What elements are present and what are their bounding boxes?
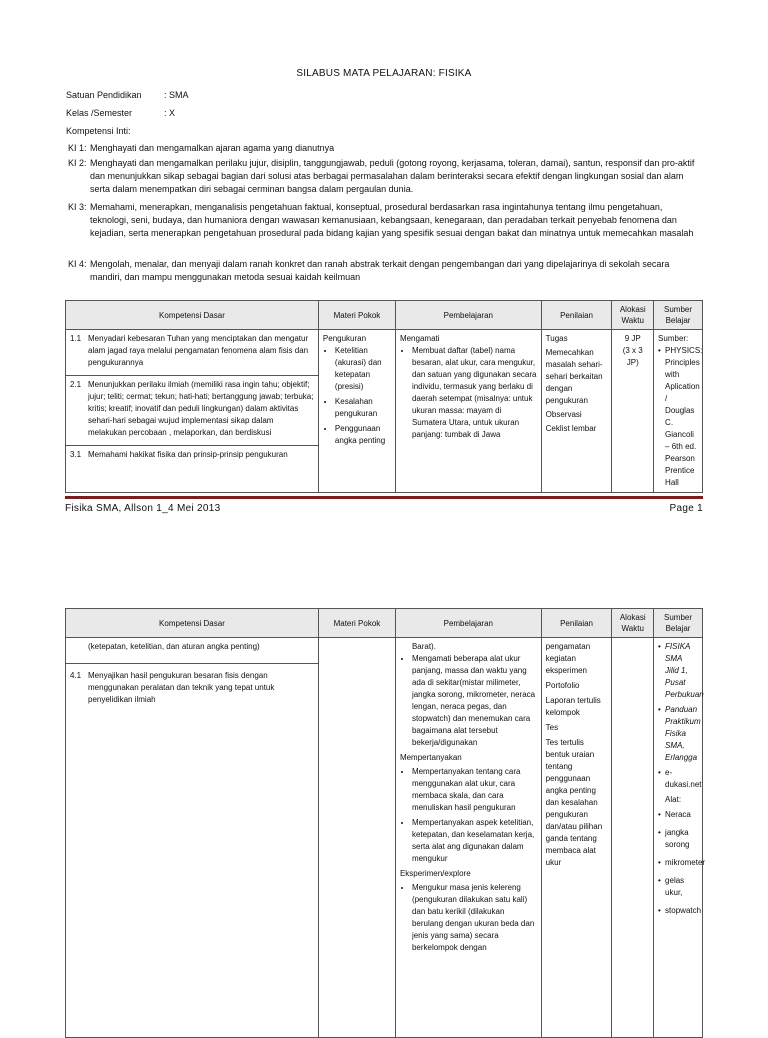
divider	[66, 663, 318, 664]
alat-item	[658, 827, 698, 851]
kd-number: 4.1	[70, 671, 82, 680]
kd-item	[70, 379, 314, 442]
alat-item	[658, 809, 698, 821]
satuan-label: Satuan Pendidikan	[66, 90, 142, 100]
kd-text: Menyajikan hasil pengukuran besaran fisis dengan menggunakan peralatan dan teknik yang tepat untuk penyelidikan ilmiah	[88, 671, 275, 704]
pembelajaran-list-mengamati	[400, 653, 537, 749]
kd-cell	[66, 330, 319, 493]
header-kompetensi-dasar: Kompetensi Dasar	[66, 301, 319, 330]
syllabus-table-page-1	[65, 300, 703, 493]
divider	[66, 375, 318, 376]
sumber-label: Sumber:	[658, 334, 689, 343]
bullet-icon: •	[658, 705, 661, 714]
penilaian-item: Laporan tertulis kelompok	[545, 696, 601, 717]
header-sumber-belajar: Sumber Belajar	[654, 609, 703, 638]
bullet-icon: •	[658, 768, 661, 777]
kd-text: Menunjukkan perilaku ilmiah (memiliki rasa ingin tahu; objektif; jujur; teliti; cermat; tekun; hati-hati; bertanggung jawab; terbuka; kritis; kreatif; inovatif dan peduli lingkungan) dalam aktivitas sehari-hari sebagai wujud implementasi sikap dalam melakukan percobaan , melaporkan, dan berdiskusi	[88, 380, 314, 437]
ki-1	[68, 142, 698, 155]
divider	[66, 445, 318, 446]
ki-code: KI 1:	[68, 143, 87, 153]
penilaian-item: pengamatan kegiatan eksperimen	[545, 642, 591, 675]
footer-page-number: Page 1	[669, 503, 703, 514]
header-pembelajaran: Pembelajaran	[395, 609, 541, 638]
footer-left: Fisika SMA, Allson 1_4 Mei 2013	[65, 503, 221, 514]
kd-text: Menyadari kebesaran Tuhan yang menciptakan dan mengatur alam jagad raya melalui pengamatan fenomena alam fisis dan pengukurannya	[88, 334, 309, 367]
bullet-icon: •	[658, 642, 661, 651]
list-item: • Membuat daftar (tabel) nama besaran, alat ukur, cara mengukur, dan satuan yang digunakan secara individu, termasuk yang berlaku di daerah setempat (misalnya: untuk ukuran massa: mayam di Sumatera Utara, untuk ukuran panjang: tumbak di Jawa	[412, 345, 537, 441]
alokasi-jp: 9 JP	[624, 334, 641, 343]
section-eksperimen: Eksperimen/explore	[399, 869, 471, 878]
pembelajaran-continuation: Barat).	[411, 642, 436, 651]
pembelajaran-list-mempertanyakan	[400, 766, 537, 865]
ki-2	[68, 157, 698, 196]
header-sumber-belajar: Sumber Belajar	[654, 301, 703, 330]
ki-code: KI 2:	[68, 158, 87, 168]
satuan-value: : SMA	[164, 90, 189, 100]
page-2	[0, 595, 768, 1024]
list-item: • Penggunaan angka penting	[335, 423, 391, 447]
alat-text: Neraca	[665, 810, 691, 819]
penilaian-item: Tes tertulis bentuk uraian tentang penggunaan angka penting dan kesalahan pengukuran dan/atau pilihan ganda tentang membaca alat ukur	[545, 738, 603, 867]
penilaian-item: Tes	[545, 723, 559, 732]
alat-item	[658, 875, 698, 899]
penilaian-item: Observasi	[545, 410, 582, 419]
list-item: • Mengamati beberapa alat ukur panjang, massa dan waktu yang ada di sekitar(mistar milimeter, jangka sorong, mikrometer, neraca lengan, neraca pegas, dan stopwatch) dan menemukan cara bagaimana alat tersebut bekerja/digunakan	[412, 653, 537, 749]
ki-text: Menghayati dan mengamalkan perilaku jujur, disiplin, tanggungjawab, peduli (gotong royong, kerjasama, toleran, damai), santun, responsif dan pro-aktif dan menunjukkan sikap sebagai bagian dari solusi atas berbagai permasalahan dalam berinteraksi secara efektif dengan lingkungan sosial dan alam serta dalam menempatkan diri sebagai cerminan bangsa dalam pergaulan dunia.	[90, 158, 695, 194]
alat-text: mikrometer	[665, 858, 706, 867]
materi-cell	[318, 330, 395, 493]
satuan-pendidikan-row	[66, 90, 189, 100]
kd-cell	[66, 638, 319, 1038]
kd-number: 3.1	[70, 450, 82, 459]
page-gap	[0, 530, 768, 595]
sumber-cell	[654, 330, 703, 493]
kompetensi-inti-label: Kompetensi Inti:	[66, 126, 131, 136]
alat-item	[658, 857, 706, 869]
bullet-icon: •	[658, 858, 661, 867]
list-item: • Ketelitian (akurasi) dan ketepatan (presisi)	[335, 345, 391, 393]
ki-text: Menghayati dan mengamalkan ajaran agama yang dianutnya	[90, 143, 335, 153]
table-header-row	[66, 301, 703, 330]
alokasi-breakdown: (3 x 3 JP)	[622, 346, 643, 367]
alat-text: gelas ukur,	[665, 876, 685, 897]
pembelajaran-cell	[395, 638, 541, 1038]
header-alokasi-waktu: Alokasi Waktu	[612, 301, 654, 330]
page-footer	[65, 496, 703, 514]
syllabus-table-page-2	[65, 608, 706, 1038]
kd-text: Memahami hakikat fisika dan prinsip-prinsip pengukuran	[88, 450, 288, 459]
header-penilaian: Penilaian	[541, 609, 612, 638]
kd-item	[70, 670, 314, 709]
alat-item	[658, 905, 702, 917]
sumber-cell	[654, 638, 706, 1038]
bullet-icon: •	[658, 810, 661, 819]
sumber-text: PHYSICS: Principles with Aplication / Douglas C. Giancoli – 6th ed. Pearson Prentice Hall	[665, 346, 703, 487]
bullet-icon: •	[658, 876, 661, 885]
header-pembelajaran: Pembelajaran	[395, 301, 541, 330]
kd-number: 1.1	[70, 334, 82, 343]
penilaian-cell	[541, 638, 612, 1038]
sumber-item	[658, 641, 704, 701]
kd-item	[70, 449, 314, 464]
ki-code: KI 3:	[68, 202, 87, 212]
list-item: • Mengukur masa jenis kelereng (pengukuran dilakukan satu kali) dan batu kerikil (dilakukan berulang dengan ukuran beda dan jenis yang sama) secara berkelompok dengan	[412, 882, 537, 954]
bullet-icon: •	[658, 346, 661, 355]
materi-title: Pengukuran	[322, 334, 367, 343]
alokasi-cell	[612, 330, 654, 493]
header-materi-pokok: Materi Pokok	[318, 609, 395, 638]
kelas-value: : X	[164, 108, 176, 118]
ki-text: Mengolah, menalar, dan menyaji dalam ranah konkret dan ranah abstrak terkait dengan pengembangan dari yang dipelajarinya di sekolah secara mandiri, dan mampu menggunakan metoda sesuai kaidah keilmuan	[90, 259, 670, 282]
ki-3	[68, 201, 698, 240]
penilaian-item: Memecahkan masalah sehari-sehari berkaitan dengan pengukuran	[545, 348, 603, 405]
header-alokasi-waktu: Alokasi Waktu	[612, 609, 654, 638]
table-header-row	[66, 609, 703, 638]
pembelajaran-cell	[395, 330, 541, 493]
bullet-icon: •	[658, 828, 661, 837]
sumber-text: Panduan Praktikum Fisika SMA, Erlangga	[665, 705, 701, 762]
penilaian-cell	[541, 330, 612, 493]
sumber-item	[658, 345, 703, 489]
ki-text: Memahami, menerapkan, menganalisis pengetahuan faktual, konseptual, prosedural berdasarkan rasa ingintahunya tentang ilmu pengetahuan, teknologi, seni, budaya, dan humaniora dengan wawasan kemanusiaan, kebangsaan, kenegaraan, dan peradaban terkait penyebab fenomena dan kejadian, serta menerapkan pengetahuan prosedural pada bidang kajian yang spesifik sesuai dengan bakat dan minatnya untuk memecahkan masalah	[90, 202, 694, 238]
list-item: • Mempertanyakan tentang cara menggunakan alat ukur, cara membaca skala, dan cara menuliskan hasil pengukuran	[412, 766, 537, 814]
kd-number: 2.1	[70, 380, 82, 389]
kd-continuation: (ketepatan, ketelitian, dan aturan angka penting)	[88, 642, 260, 651]
alat-text: jangka sorong	[665, 828, 690, 849]
list-item: • Kesalahan pengukuran	[335, 396, 391, 420]
ki-code: KI 4:	[68, 259, 87, 269]
document-title: SILABUS MATA PELAJARAN: FISIKA	[296, 68, 472, 79]
table-row	[66, 638, 703, 1038]
kelas-semester-row	[66, 108, 175, 118]
penilaian-item: Portofolio	[545, 681, 580, 690]
sumber-item	[658, 767, 702, 791]
alat-text: stopwatch	[665, 906, 702, 915]
alat-label: Alat:	[665, 795, 682, 804]
section-mengamati: Mengamati	[399, 334, 440, 343]
materi-cell	[318, 638, 395, 1038]
ki-4	[68, 258, 698, 284]
header-materi-pokok: Materi Pokok	[318, 301, 395, 330]
sumber-item	[658, 704, 701, 764]
materi-list	[323, 345, 391, 447]
penilaian-item: Tugas	[545, 334, 568, 343]
penilaian-item: Ceklist lembar	[545, 424, 597, 433]
pembelajaran-list-eksperimen	[400, 882, 537, 954]
pembelajaran-list	[400, 345, 537, 441]
header-penilaian: Penilaian	[541, 301, 612, 330]
bullet-icon: •	[658, 906, 661, 915]
sumber-text: e-dukasi.net	[665, 768, 702, 789]
kelas-label: Kelas /Semester	[66, 108, 133, 118]
table-row	[66, 330, 703, 493]
alokasi-cell	[612, 638, 654, 1038]
section-mempertanyakan: Mempertanyakan	[399, 753, 462, 762]
list-item: • Mempertanyakan aspek ketelitian, ketepatan, dan keselamatan kerja, serta alat ang digunakan dalam mengukur	[412, 817, 537, 865]
kd-item	[70, 333, 314, 372]
sumber-text: FISIKA SMA Jilid 1, Pusat Perbukuan	[665, 642, 704, 699]
header-kompetensi-dasar: Kompetensi Dasar	[66, 609, 319, 638]
